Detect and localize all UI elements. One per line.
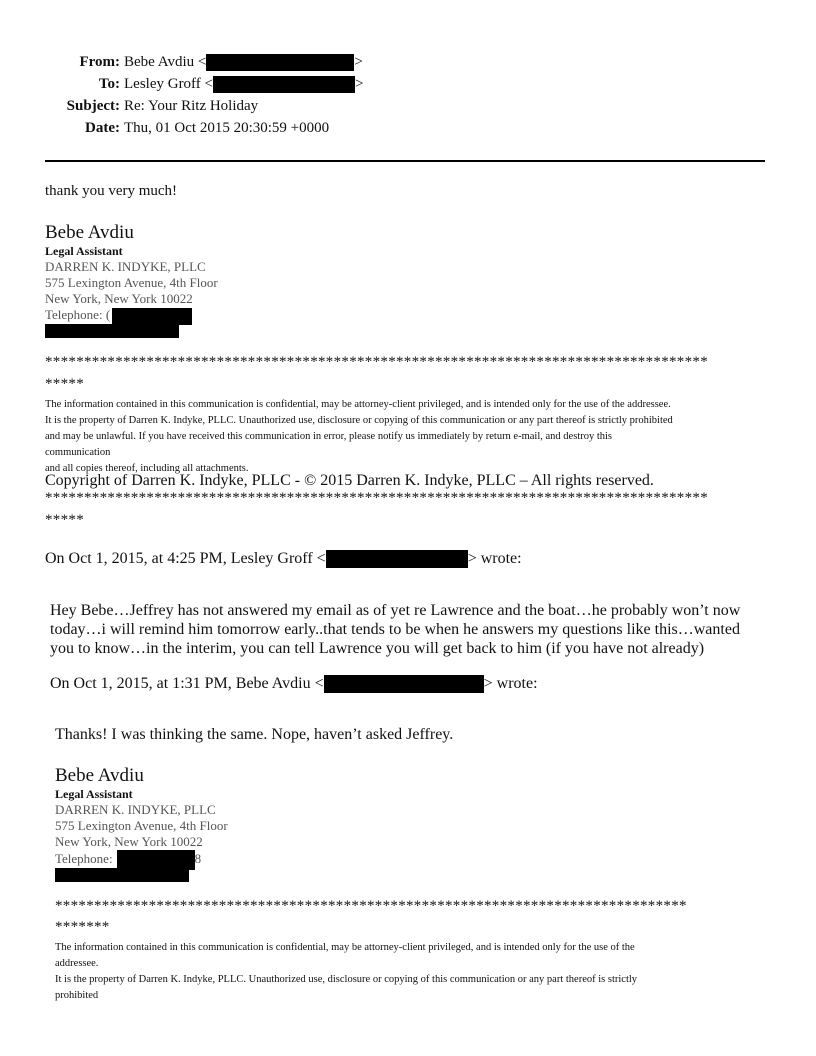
header-divider	[45, 160, 765, 162]
to-label: To:	[98, 76, 120, 92]
quote-intro-tail: > wrote:	[467, 550, 522, 567]
to-bracket: >	[355, 76, 364, 92]
disclaimer-line: prohibited	[55, 990, 99, 1001]
date-label: Date:	[85, 120, 120, 136]
signature-address1: 575 Lexington Avenue, 4th Floor	[45, 275, 218, 290]
date-value: Thu, 01 Oct 2015 20:30:59 +0000	[124, 120, 330, 136]
stars-divider-tail: *******	[55, 919, 110, 935]
signature-address2: New York, New York 10022	[45, 291, 193, 306]
reply-text: thank you very much!	[45, 183, 178, 199]
telephone-label: Telephone:	[55, 850, 113, 866]
quote-line: today…i will remind him tomorrow early..that tends to be when he answers my questions like this…wanted	[50, 621, 740, 638]
signature-address1: 575 Lexington Avenue, 4th Floor	[55, 818, 228, 833]
quote-intro	[50, 675, 538, 693]
disclaimer-line: and may be unlawful. If you have received this communication in error, please notify us immediately by return e-mail, and destroy this	[45, 431, 612, 442]
signature-firm: DARREN K. INDYKE, PLLC	[55, 802, 216, 817]
copyright-notice: Copyright of Darren K. Indyke, PLLC - © 2015 Darren K. Indyke, PLLC – All rights reserved.	[45, 472, 654, 489]
from-name: Bebe Avdiu <	[124, 54, 207, 70]
disclaimer-line: The information contained in this communication is confidential, may be attorney-client privileged, and is intended only for the use of the	[55, 942, 635, 953]
to-name: Lesley Groff <	[124, 76, 213, 92]
redaction-block	[55, 868, 189, 882]
stars-divider: *********************************************************************************	[55, 898, 687, 914]
quote-message: Thanks! I was thinking the same. Nope, haven’t asked Jeffrey.	[55, 726, 454, 743]
signature-name: Bebe Avdiu	[55, 765, 144, 786]
signature-firm: DARREN K. INDYKE, PLLC	[45, 259, 206, 274]
disclaimer-line: The information contained in this communication is confidential, may be attorney-client privileged, and is intended only for the use of the addressee.	[45, 399, 671, 410]
subject-label: Subject:	[66, 98, 120, 114]
from-label: From:	[79, 54, 120, 70]
stars-divider: *************************************************************************************	[45, 354, 708, 370]
quote-line: Hey Bebe…Jeffrey has not answered my email as of yet re Lawrence and the boat…he probably won’t now	[50, 602, 741, 619]
quote-intro	[45, 550, 522, 568]
signature-telephone	[45, 307, 192, 325]
quote-message	[50, 601, 740, 658]
redaction-block	[326, 550, 468, 568]
redaction-block	[206, 54, 354, 71]
from-bracket: >	[354, 54, 363, 70]
signature-role: Legal Assistant	[45, 244, 123, 258]
stars-divider-tail: *****	[45, 376, 84, 392]
disclaimer-line: It is the property of Darren K. Indyke, PLLC. Unauthorized use, disclosure or copying of this communication or any part thereof is strictly prohibited	[45, 415, 673, 426]
disclaimer-line: It is the property of Darren K. Indyke, PLLC. Unauthorized use, disclosure or copying of this communication or any part thereof is strictly	[55, 974, 638, 985]
quote-line: you to know…in the interim, you can tell Lawrence you will get back to him (if you have not already)	[50, 640, 705, 657]
disclaimer-block	[45, 397, 773, 477]
disclaimer-line: communication	[45, 447, 111, 458]
from-value	[124, 54, 363, 71]
redaction-block	[324, 675, 484, 693]
stars-divider: *************************************************************************************	[45, 490, 708, 506]
redaction-block	[45, 324, 179, 338]
telephone-label: Telephone: (	[45, 307, 111, 322]
quote-intro-text: On Oct 1, 2015, at 4:25 PM, Lesley Groff <	[45, 550, 326, 567]
quote-intro-tail: > wrote:	[483, 675, 538, 692]
signature-role: Legal Assistant	[55, 787, 133, 801]
to-value	[124, 76, 363, 93]
redaction-block	[112, 308, 192, 325]
stars-divider-tail: *****	[45, 512, 84, 528]
telephone-tail: 8	[194, 850, 202, 866]
signature-address2: New York, New York 10022	[55, 834, 203, 849]
quote-intro-text: On Oct 1, 2015, at 1:31 PM, Bebe Avdiu <	[50, 675, 324, 692]
disclaimer-line: and all copies thereof, including all attachments.	[45, 463, 249, 474]
disclaimer-block	[55, 940, 755, 1004]
disclaimer-line: addressee.	[55, 958, 99, 969]
subject-value: Re: Your Ritz Holiday	[124, 98, 259, 114]
signature-telephone	[55, 850, 201, 870]
signature-name: Bebe Avdiu	[45, 222, 134, 243]
redaction-block	[117, 850, 195, 870]
redaction-block	[213, 76, 355, 93]
